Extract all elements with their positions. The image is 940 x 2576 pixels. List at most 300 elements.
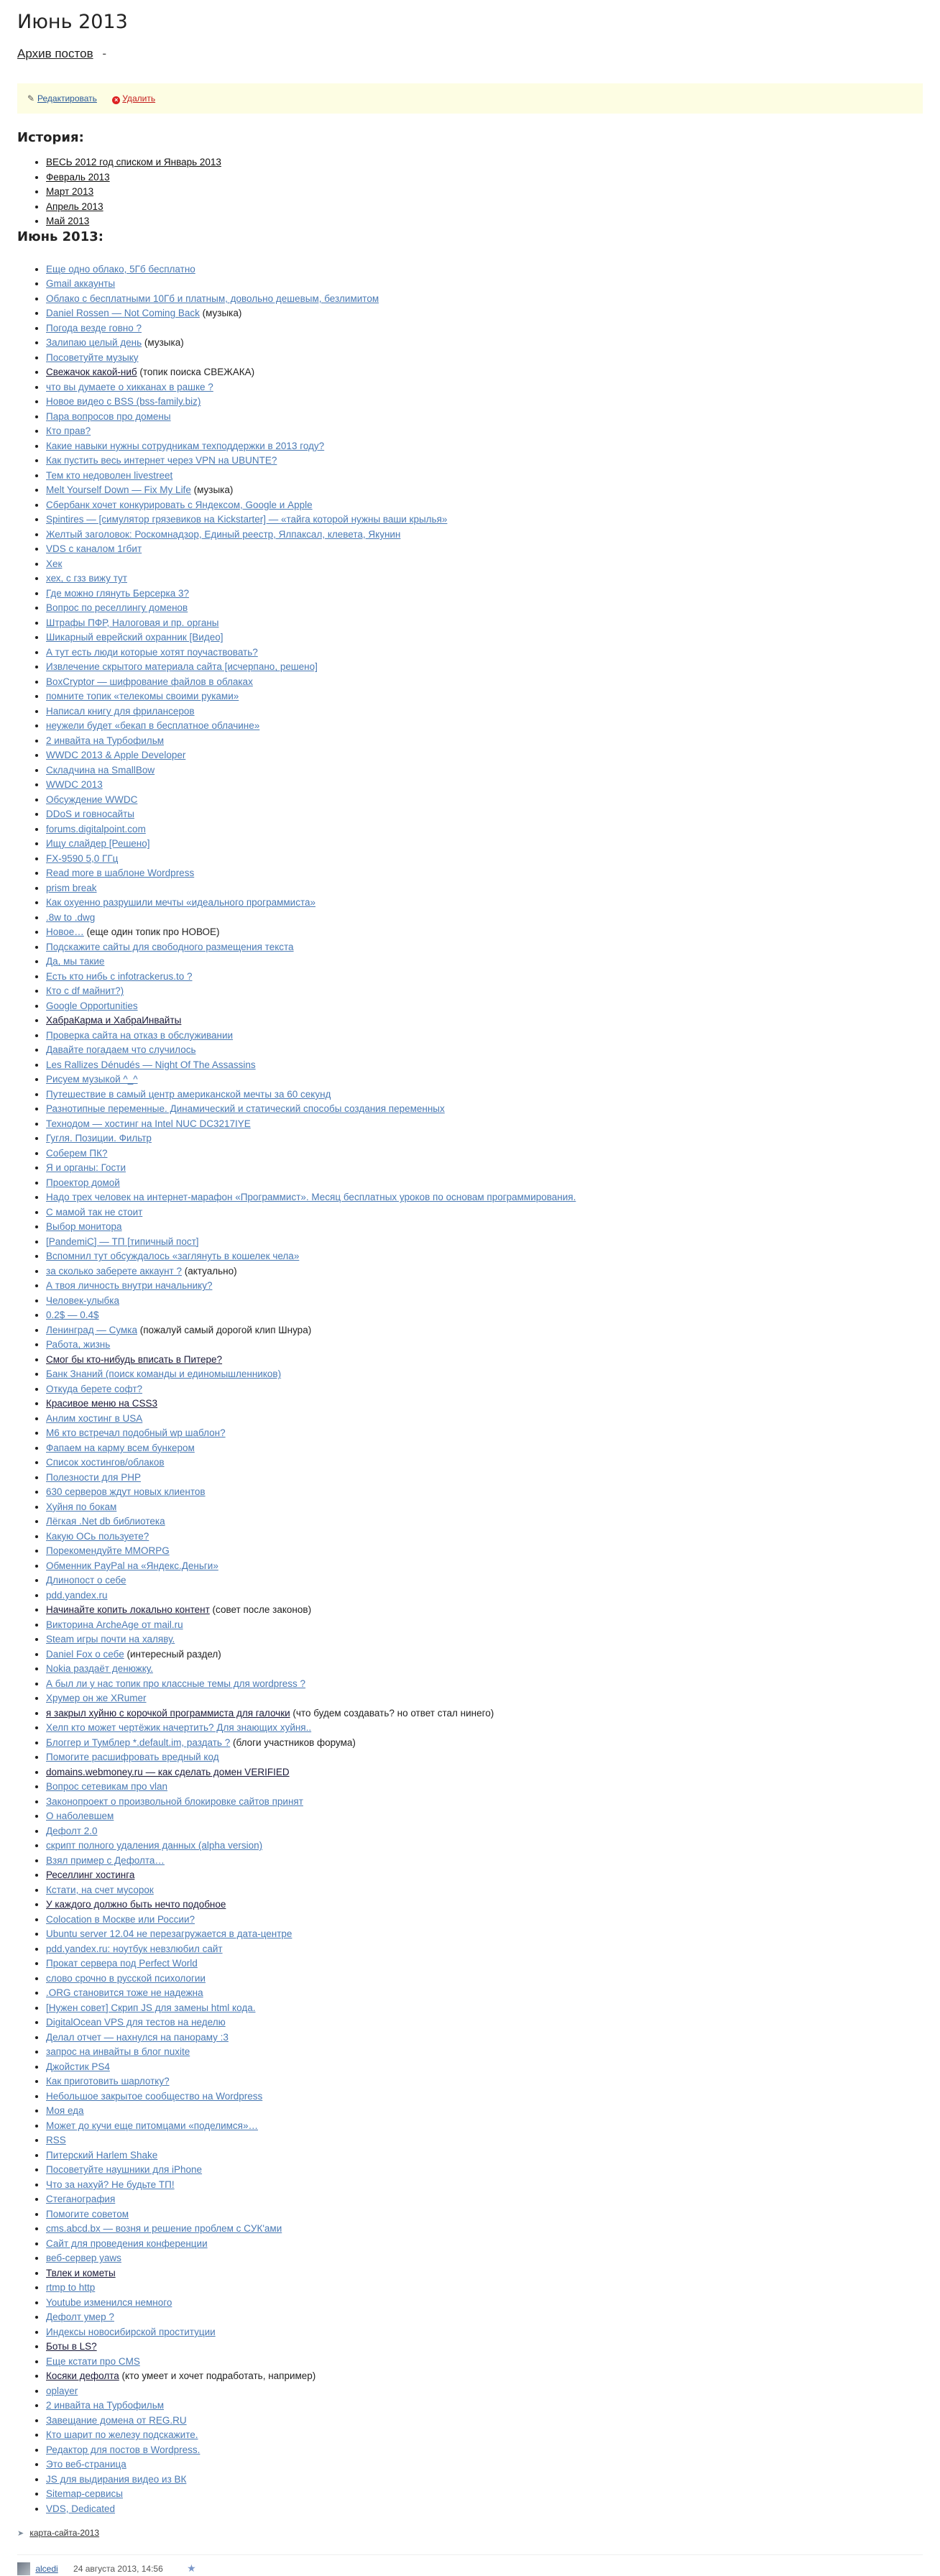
post-item: [46, 1102, 923, 1117]
post-link[interactable]: Новое видео с BSS (bss-family.biz): [46, 396, 201, 408]
post-item: [46, 1795, 923, 1810]
post-link[interactable]: Шикарный еврейский охранник [Видео]: [46, 632, 224, 643]
post-link[interactable]: Хуйня по бокам: [46, 1501, 117, 1512]
post-link[interactable]: Гугля. Позиции. Фильтр: [46, 1133, 152, 1144]
post-note: (топик поиска СВЕЖАКА): [137, 367, 255, 378]
post-item: [46, 1029, 923, 1044]
post-item: [46, 2089, 923, 2104]
post-link[interactable]: Смог бы кто-нибудь вписать в Питере?: [46, 1353, 223, 1365]
post-link[interactable]: Складчина на SmallBow: [46, 764, 155, 776]
post-item: [46, 1117, 923, 1132]
history-link[interactable]: Февраль 2013: [46, 171, 110, 183]
post-link[interactable]: М6 кто встречал подобный wp шаблон?: [46, 1427, 226, 1439]
post-link[interactable]: Питерский Harlem Shake: [46, 2149, 158, 2161]
post-item: [46, 763, 923, 778]
post-link[interactable]: oplayer: [46, 2385, 78, 2396]
post-note: (музыка): [142, 337, 184, 349]
post-link[interactable]: Хрумер он же XRumer: [46, 1693, 147, 1704]
post-link[interactable]: Моя еда: [46, 2105, 84, 2117]
post-item: [46, 704, 923, 719]
post-link[interactable]: Извлечение скрытого материала сайта [исчерпано, решено]: [46, 661, 318, 673]
post-link[interactable]: Может до кучи еще питомцами «поделимся»…: [46, 2120, 258, 2131]
post-item: [46, 2104, 923, 2119]
post-item: [46, 2192, 923, 2207]
post-link[interactable]: О наболевшем: [46, 1811, 114, 1822]
post-link[interactable]: Посоветуйте музыку: [46, 351, 139, 363]
post-link[interactable]: Пара вопросов про домены: [46, 410, 171, 422]
post-link[interactable]: 630 серверов ждут новых клиентов: [46, 1486, 206, 1498]
post-item: [46, 2119, 923, 2134]
post-link[interactable]: Небольшое закрытое сообщество на Wordpress: [46, 2090, 263, 2102]
post-link[interactable]: Рисуем музыкой ^_^: [46, 1074, 138, 1085]
history-list: [17, 155, 923, 229]
post-item: [46, 1824, 923, 1839]
post-link[interactable]: Дефолт умер ?: [46, 2312, 114, 2323]
post-link[interactable]: Кто шарит по железу подскажите.: [46, 2429, 198, 2441]
post-item: [46, 2281, 923, 2296]
post-item: [46, 2369, 923, 2384]
post-item: [46, 542, 923, 557]
post-link[interactable]: Делал отчет — нахнулся на панораму :3: [46, 2031, 229, 2043]
post-link[interactable]: Read more в шаблоне Wordpress: [46, 868, 195, 879]
post-item: [46, 1249, 923, 1264]
post-item: [46, 262, 923, 277]
post-link[interactable]: С мамой так не стоит: [46, 1206, 143, 1218]
post-item: [46, 1190, 923, 1205]
post-date: 24 августа 2013, 14:56: [73, 2564, 163, 2575]
post-item: [46, 881, 923, 896]
post-link[interactable]: Написал книгу для фрилансеров: [46, 705, 195, 717]
post-link[interactable]: pdd.yandex.ru: [46, 1589, 108, 1601]
post-link[interactable]: Colocation в Москве или России?: [46, 1913, 195, 1925]
post-item: [46, 778, 923, 793]
post-link[interactable]: Взял пример с Дефолта…: [46, 1854, 165, 1866]
post-link[interactable]: Как пустить весь интернет через VPN на UBUNTE?: [46, 455, 277, 466]
post-item: [46, 793, 923, 808]
post-item: [46, 1927, 923, 1942]
post-link[interactable]: Ubuntu server 12.04 не перезагружается в дата-центре: [46, 1928, 292, 1940]
author-link[interactable]: alcedi: [35, 2564, 58, 2575]
post-link[interactable]: Разнотипные переменные. Динамический и статический способы создания переменных: [46, 1103, 445, 1115]
post-link[interactable]: Откуда берете софт?: [46, 1383, 143, 1394]
tags-row: [17, 2526, 923, 2540]
post-link[interactable]: [Нужен совет] Скрип JS для замены html кода.: [46, 2002, 256, 2013]
post-item: [46, 1279, 923, 1294]
post-item: [46, 1013, 923, 1029]
delete-link[interactable]: [112, 93, 155, 104]
post-link[interactable]: Google Opportunities: [46, 1000, 138, 1011]
post-note: (кто умеет и хочет подработать, например): [119, 2370, 316, 2382]
post-item: [46, 498, 923, 513]
post-link[interactable]: Новое…: [46, 926, 84, 938]
post-link[interactable]: Les Rallizes Dénudés — Night Of The Assassins: [46, 1059, 256, 1070]
post-item: [46, 1913, 923, 1928]
post-item: [46, 1632, 923, 1647]
post-link[interactable]: Вопрос сетевикам про vlan: [46, 1781, 167, 1793]
post-link[interactable]: prism break: [46, 882, 97, 893]
post-link[interactable]: за сколько заберете аккаунт ?: [46, 1265, 182, 1276]
post-link[interactable]: скрипт полного удаления данных (alpha version): [46, 1840, 263, 1852]
post-item: [46, 2178, 923, 2193]
post-link[interactable]: Есть кто нибь с infotrackerus.to ?: [46, 970, 193, 982]
post-link[interactable]: помните топик «телекомы своими руками»: [46, 691, 239, 702]
post-item: [46, 1235, 923, 1250]
post-item: [46, 2266, 923, 2281]
post-link[interactable]: JS для выдирания видео из ВК: [46, 2473, 187, 2485]
post-item: [46, 1972, 923, 1987]
post-link[interactable]: Проверка сайта на отказ в обслуживании: [46, 1029, 234, 1041]
post-link[interactable]: А тут есть люди которые хотят поучаствовать?: [46, 646, 258, 658]
post-link[interactable]: Выбор монитора: [46, 1221, 122, 1233]
post-item: [46, 395, 923, 410]
post-item: [46, 1986, 923, 2001]
post-item: [46, 2310, 923, 2325]
post-note: (пожалуй самый дорогой клип Шнура): [137, 1324, 312, 1335]
post-link[interactable]: Редактор для постов в Wordpress.: [46, 2444, 201, 2455]
post-link[interactable]: Соберем ПК?: [46, 1147, 108, 1159]
post-link[interactable]: Кто с df майнит?): [46, 985, 124, 997]
post-item: [46, 719, 923, 734]
post-link[interactable]: Помогите советом: [46, 2208, 129, 2220]
history-item: [46, 200, 923, 215]
post-link[interactable]: Давайте погадаем что случилось: [46, 1044, 196, 1056]
post-link[interactable]: Надо трех человек на интернет-марафон «Программист». Месяц бесплатных уроков по основам программирования.: [46, 1192, 576, 1203]
post-link[interactable]: Лёгкая .Net db библиотека: [46, 1516, 165, 1527]
post-link[interactable]: Порекомендуйте MMORPG: [46, 1545, 170, 1557]
post-item: [46, 807, 923, 822]
post-item: [46, 277, 923, 292]
post-item: [46, 1131, 923, 1146]
post-item: [46, 1662, 923, 1677]
post-item: [46, 1706, 923, 1721]
post-link[interactable]: Хелп кто может чертёжик начертить? Для знающих хуйня..: [46, 1722, 312, 1734]
post-item: [46, 1058, 923, 1073]
post-item: [46, 2443, 923, 2458]
post-link[interactable]: Кто прав?: [46, 426, 91, 437]
post-item: [46, 1353, 923, 1368]
history-item: [46, 214, 923, 229]
post-item: [46, 1839, 923, 1854]
post-link[interactable]: 2 инвайта на Турбофильм: [46, 2400, 165, 2411]
post-item: [46, 2355, 923, 2370]
post-item: [46, 852, 923, 867]
post-item: [46, 483, 923, 498]
star-icon[interactable]: ★: [187, 2562, 196, 2575]
post-note: (интересный раздел): [124, 1648, 221, 1660]
post-item: [46, 2015, 923, 2030]
post-link[interactable]: А был ли у нас топик про классные темы для wordpress ?: [46, 1678, 306, 1689]
blog-line: [17, 46, 923, 62]
post-link[interactable]: Это веб-страница: [46, 2459, 126, 2470]
post-item: [46, 2428, 923, 2443]
post-link[interactable]: Свежачок какой-ниб: [46, 367, 137, 378]
post-item: [46, 512, 923, 528]
post-item: [46, 1441, 923, 1456]
post-item: [46, 528, 923, 543]
post-item: [46, 1942, 923, 1957]
post-item: [46, 1455, 923, 1471]
post-link[interactable]: 2 инвайта на Турбофильм: [46, 735, 165, 746]
history-item: [46, 170, 923, 185]
post-note: (совет после законов): [209, 1604, 312, 1616]
post-link[interactable]: Еще кстати про CMS: [46, 2355, 140, 2367]
post-link[interactable]: Работа, жизнь: [46, 1339, 111, 1351]
post-item: [46, 675, 923, 690]
post-link[interactable]: Банк Знаний (поиск команды и единомышленников): [46, 1368, 282, 1380]
post-link[interactable]: Да, мы такие: [46, 956, 105, 967]
post-link[interactable]: Штрафы ПФР, Налоговая и пр. органы: [46, 617, 219, 628]
post-link[interactable]: forums.digitalpoint.com: [46, 823, 146, 834]
post-item: [46, 1205, 923, 1220]
post-link[interactable]: rtmp to http: [46, 2282, 96, 2294]
post-link[interactable]: Я и органы: Гости: [46, 1162, 126, 1174]
post-item: [46, 1868, 923, 1883]
post-link[interactable]: VDS с каналом 1гбит: [46, 543, 142, 555]
post-link[interactable]: Завещание домена от REG.RU: [46, 2414, 187, 2426]
post-link[interactable]: Обменник PayPal на «Яндекс.Деньги»: [46, 1560, 218, 1571]
post-link[interactable]: Реселлинг хостинга: [46, 1869, 135, 1881]
post-link[interactable]: Вспомнил тут обсуждалось «заглянуть в кошелек чела»: [46, 1251, 300, 1262]
post-link[interactable]: я закрыл хуйню с корочкой программиста для галочки: [46, 1707, 290, 1719]
post-link[interactable]: Sitemap-сервисы: [46, 2488, 123, 2500]
post-link[interactable]: хех, с гзз вижу тут: [46, 573, 127, 584]
post-item: [46, 2384, 923, 2399]
post-link[interactable]: .8w to .dwg: [46, 911, 96, 923]
post-link[interactable]: [PandemiC] — ТП [типичный пост]: [46, 1236, 199, 1247]
history-link[interactable]: ВЕСЬ 2012 год списком и Январь 2013: [46, 157, 221, 167]
post-item: [46, 1883, 923, 1898]
post-item: [46, 336, 923, 351]
post-item: [46, 1367, 923, 1382]
post-link[interactable]: веб-сервер yaws: [46, 2253, 121, 2264]
tag-link[interactable]: карта-сайта-2013: [29, 2528, 100, 2539]
post-item: [46, 410, 923, 425]
post-item: [46, 734, 923, 749]
post-item: [46, 1500, 923, 1515]
post-link[interactable]: Какие навыки нужны сотрудникам техподдержки в 2013 году?: [46, 440, 325, 451]
post-item: [46, 2296, 923, 2311]
post-link[interactable]: У каждого должно быть нечто подобное: [46, 1899, 226, 1910]
post-link[interactable]: Дефолт 2.0: [46, 1825, 98, 1836]
post-link[interactable]: Начинайте копить локально контент: [46, 1604, 210, 1616]
post-link[interactable]: Кстати, на счет мусорок: [46, 1884, 154, 1895]
post-item: [46, 866, 923, 881]
post-link[interactable]: Youtube изменился немного: [46, 2296, 172, 2308]
post-link[interactable]: WWDC 2013 & Apple Developer: [46, 750, 186, 761]
post-link[interactable]: Облако с бесплатными 10Гб и платным, довольно дешевым, безлимитом: [46, 293, 379, 304]
post-link[interactable]: Индексы новосибирской проституции: [46, 2326, 216, 2337]
post-item: [46, 1809, 923, 1824]
post-item: [46, 557, 923, 572]
post-link[interactable]: Вопрос по реселлингу доменов: [46, 602, 188, 614]
post-item: [46, 1338, 923, 1353]
post-link[interactable]: Что за нахуй? Не будьте ТП!: [46, 2179, 175, 2190]
delete-label: Удалить: [122, 93, 156, 104]
post-link[interactable]: BoxCryptor — шифрование файлов в облаках: [46, 676, 253, 687]
post-link[interactable]: Какую ОСь пользуете?: [46, 1530, 149, 1542]
post-item: [46, 2207, 923, 2222]
post-item: [46, 1161, 923, 1176]
post-link[interactable]: 0.2$ — 0.4$: [46, 1310, 99, 1321]
post-link[interactable]: Melt Yourself Down — Fix My Life: [46, 484, 191, 496]
post-link[interactable]: cms.abcd.bx — возня и решение проблем с CУК'ами: [46, 2223, 282, 2235]
post-link[interactable]: FX-9590 5,0 ГГц: [46, 852, 119, 864]
post-link[interactable]: Gmail аккаунты: [46, 278, 116, 290]
post-link[interactable]: Steam игры почти на халяву.: [46, 1634, 175, 1645]
post-item: [46, 2133, 923, 2148]
post-link[interactable]: domains.webmoney.ru — как сделать домен VERIFIED: [46, 1766, 290, 1777]
history-heading: История:: [17, 130, 84, 145]
post-item: [46, 689, 923, 704]
post-link[interactable]: слово срочно в русской психологии: [46, 1972, 206, 1984]
post-link[interactable]: Где можно глянуть Берсерка 3?: [46, 587, 190, 599]
post-link[interactable]: Daniel Fox о себе: [46, 1648, 124, 1660]
post-item: [46, 292, 923, 307]
post-item: [46, 2163, 923, 2178]
post-link[interactable]: Список хостингов/облаков: [46, 1457, 165, 1468]
post-item: [46, 1412, 923, 1427]
post-link[interactable]: Погода везде говно ?: [46, 322, 142, 334]
post-item: [46, 2325, 923, 2340]
post-item: [46, 940, 923, 955]
post-link[interactable]: Блоггер и Тумблер *.default.im, раздать ?: [46, 1736, 231, 1748]
post-link[interactable]: Боты в LS?: [46, 2341, 97, 2352]
post-item: [46, 601, 923, 616]
post-link[interactable]: Spintires — [симулятор грязевиков на Kickstarter] — «тайга которой нужны ваши крылья»: [46, 514, 448, 525]
history-item: [46, 185, 923, 200]
topic-actions-bar: [17, 83, 923, 114]
post-link[interactable]: Желтый заголовок: Роскомнадзор, Единый реестр, Ялпаксал, клевета, Якунин: [46, 528, 401, 540]
post-link[interactable]: Тем кто недоволен livestreet: [46, 469, 173, 481]
post-link[interactable]: Джойстик PS4: [46, 2061, 110, 2072]
post-item: [46, 911, 923, 926]
post-link[interactable]: Технодом — хостинг на Intel NUC DC3217IYE: [46, 1118, 251, 1129]
post-item: [46, 2060, 923, 2075]
post-link[interactable]: Обсуждение WWDC: [46, 794, 138, 805]
avatar[interactable]: [17, 2562, 30, 2575]
post-link[interactable]: Красивое меню на CSS3: [46, 1398, 158, 1409]
post-item: [46, 1146, 923, 1162]
post-link[interactable]: Хек: [46, 558, 63, 569]
post-link[interactable]: Путешествие в самый центр американской мечты за 60 секунд: [46, 1088, 331, 1100]
pencil-icon: ✎: [27, 93, 35, 104]
post-link[interactable]: Залипаю целый день: [46, 337, 142, 349]
post-link[interactable]: Прокат сервера под Perfect World: [46, 1958, 198, 1969]
post-item: [46, 1956, 923, 1972]
post-item: [46, 2502, 923, 2517]
post-link[interactable]: запрос на инвайты в блог nuxite: [46, 2046, 190, 2058]
delete-icon: ×: [112, 96, 120, 104]
post-link[interactable]: Посоветуйте наушники для iPhone: [46, 2164, 203, 2176]
post-link[interactable]: Анлим хостинг в USA: [46, 1412, 143, 1424]
post-link[interactable]: Твлек и кометы: [46, 2267, 116, 2278]
post-item: [46, 630, 923, 645]
post-link[interactable]: Человек-улыбка: [46, 1294, 120, 1306]
post-item: [46, 1471, 923, 1486]
post-note: (еще один топик про НОВОЕ): [83, 926, 220, 938]
post-link[interactable]: pdd.yandex.ru: ноутбук невзлюбил сайт: [46, 1943, 223, 1954]
history-link[interactable]: Март 2013: [46, 186, 94, 198]
history-item: [46, 155, 923, 170]
post-note: (музыка): [190, 484, 234, 496]
post-item: [46, 1750, 923, 1765]
post-link[interactable]: Помогите расшифровать вредный код: [46, 1752, 219, 1763]
history-link[interactable]: Апрель 2013: [46, 201, 103, 212]
blog-link[interactable]: Архив постов: [17, 47, 93, 60]
post-link[interactable]: неужели будет «бекап в бесплатное облачине»: [46, 720, 260, 732]
post-list: [17, 262, 923, 2517]
edit-link[interactable]: [27, 93, 97, 104]
post-item: [46, 837, 923, 852]
post-item: [46, 2045, 923, 2060]
post-link[interactable]: WWDC 2013: [46, 779, 103, 791]
post-link[interactable]: Как приготовить шарлотку?: [46, 2076, 170, 2087]
post-item: [46, 1677, 923, 1692]
topic-meta: [17, 2554, 923, 2576]
post-link[interactable]: Длинопост о себе: [46, 1575, 126, 1586]
post-link[interactable]: Полезности для PHP: [46, 1471, 141, 1483]
post-link[interactable]: VDS, Dedicated: [46, 2503, 116, 2514]
post-link[interactable]: что вы думаете о хикканах в рашке ?: [46, 381, 213, 392]
post-item: [46, 2251, 923, 2266]
post-item: [46, 1765, 923, 1780]
post-link[interactable]: DigitalOcean VPS для тестов на неделю: [46, 2017, 226, 2028]
post-item: [46, 1043, 923, 1058]
post-link[interactable]: DDoS и говносайты: [46, 809, 135, 820]
post-link[interactable]: Как охуенно разрушили мечты «идеального программиста»: [46, 897, 315, 908]
post-item: [46, 1220, 923, 1235]
post-item: [46, 1176, 923, 1191]
post-item: [46, 2457, 923, 2472]
post-link[interactable]: Nokia раздаёт денюжку.: [46, 1663, 153, 1675]
post-link[interactable]: .ORG становится тоже не надежна: [46, 1987, 203, 1999]
post-item: [46, 1514, 923, 1530]
post-link[interactable]: Подскажите сайты для свободного размещения текста: [46, 941, 294, 952]
post-item: [46, 1691, 923, 1706]
edit-label: Редактировать: [37, 93, 97, 104]
post-link[interactable]: Daniel Rossen — Not Coming Back: [46, 308, 200, 319]
blog-separator: -: [102, 47, 107, 60]
post-link[interactable]: Косяки дефолта: [46, 2370, 119, 2382]
post-item: [46, 2030, 923, 2046]
post-item: [46, 306, 923, 321]
post-link[interactable]: RSS: [46, 2135, 66, 2146]
post-link[interactable]: Ищу слайдер [Решено]: [46, 838, 150, 850]
post-item: [46, 748, 923, 763]
post-link[interactable]: Стеганография: [46, 2194, 116, 2205]
post-link[interactable]: Еще одно облако, 5Гб бесплатно: [46, 263, 195, 275]
history-link[interactable]: Май 2013: [46, 216, 90, 227]
post-item: [46, 1397, 923, 1412]
post-link[interactable]: Сайт для проведения конференции: [46, 2237, 208, 2249]
post-link[interactable]: Ленинград — Сумка: [46, 1324, 137, 1335]
post-link[interactable]: ХабраКарма и ХабраИнвайты: [46, 1015, 182, 1026]
post-link[interactable]: Проектор домой: [46, 1177, 120, 1188]
post-item: [46, 1559, 923, 1574]
post-item: [46, 424, 923, 439]
post-item: [46, 2487, 923, 2502]
post-link[interactable]: Фапаем на карму всем бункером: [46, 1442, 195, 1453]
post-link[interactable]: Сбербанк хочет конкурировать с Яндексом, Google и Apple: [46, 499, 313, 510]
post-item: [46, 1530, 923, 1545]
post-link[interactable]: А твоя личность внутри начальнику?: [46, 1280, 213, 1292]
post-link[interactable]: Викторина ArcheAge от mail.ru: [46, 1619, 183, 1630]
post-item: [46, 2148, 923, 2163]
june-heading: Июнь 2013:: [17, 229, 103, 244]
post-item: [46, 439, 923, 454]
post-item: [46, 1736, 923, 1751]
post-link[interactable]: Законопроект о произвольной блокировке сайтов принят: [46, 1795, 303, 1807]
